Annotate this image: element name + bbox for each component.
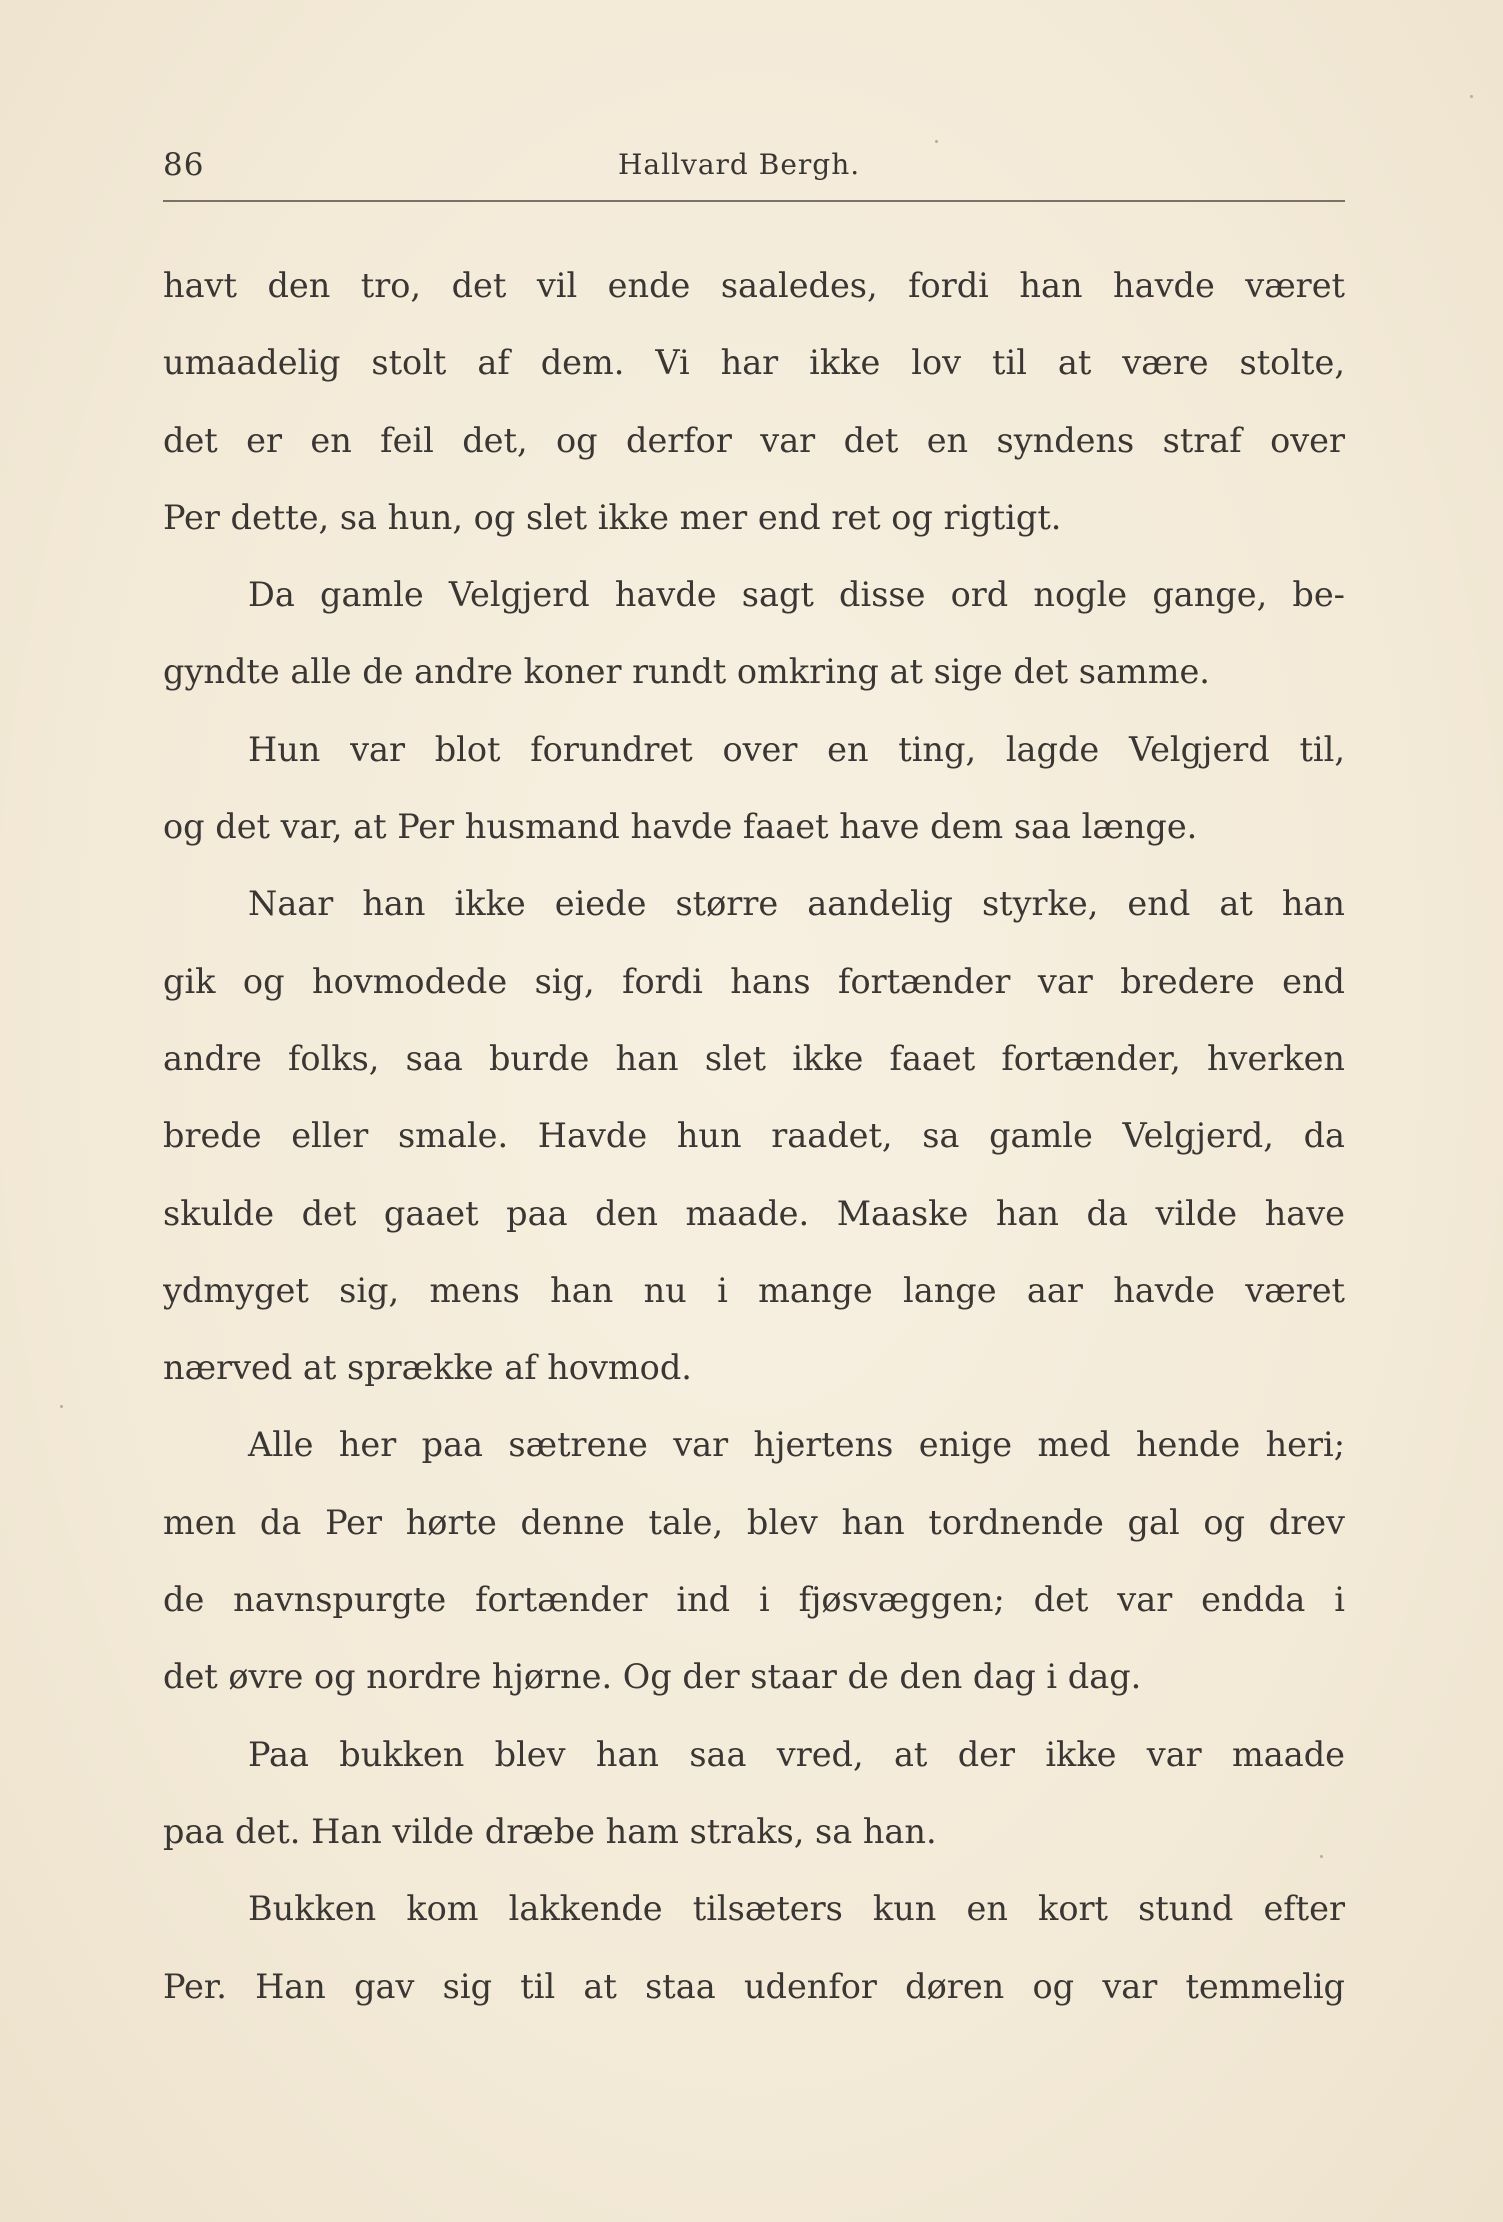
text-line: umaadelig stolt af dem. Vi har ikke lov til at være stolte, [163,343,1345,383]
paper-speck [60,1405,63,1408]
text-line: paa det. Han vilde dræbe ham straks, sa han. [163,1811,937,1851]
running-head: Hallvard Bergh. [618,148,861,181]
text-line: Bukken kom lakkende tilsæters kun en kort stund efter [248,1889,1345,1929]
text-line: Da gamle Velgjerd havde sagt disse ord nogle gange, be- [248,575,1345,615]
text-line: ydmyget sig, mens han nu i mange lange aar havde været [163,1270,1345,1310]
text-line: og det var, at Per husmand havde faaet have dem saa længe. [163,807,1198,847]
paper-speck [1470,95,1473,98]
text-line: Per dette, sa hun, og slet ikke mer end ret og rigtigt. [163,497,1062,537]
text-line: gyndte alle de andre koner rundt omkring at sige det samme. [163,652,1210,692]
text-line: men da Per hørte denne tale, blev han tordnende gal og drev [163,1502,1345,1542]
page-number: 86 [163,147,205,183]
paper-speck [1320,1855,1323,1858]
text-line: det er en feil det, og derfor var det en syndens straf over [163,420,1345,460]
body-text [163,259,1345,2037]
text-line: andre folks, saa burde han slet ikke faaet fortænder, hverken [163,1038,1345,1078]
text-line: skulde det gaaet paa den maade. Maaske han da vilde have [163,1193,1345,1233]
text-line: nærved at sprække af hovmod. [163,1348,692,1388]
text-line: havt den tro, det vil ende saaledes, fordi han havde været [163,266,1345,305]
page-header [163,140,1345,190]
text-line: det øvre og nordre hjørne. Og der staar de den dag i dag. [163,1657,1142,1697]
text-line: de navnspurgte fortænder ind i fjøsvæggen; det var endda i [163,1580,1345,1620]
text-line: Paa bukken blev han saa vred, at der ikke var maade [248,1734,1345,1774]
paper-speck [935,140,938,143]
header-rule [163,200,1345,202]
text-line: Per. Han gav sig til at staa udenfor døren og var temmelig [163,1966,1345,2006]
text-line: Hun var blot forundret over en ting, lagde Velgjerd til, [248,729,1345,769]
text-line: Naar han ikke eiede større aandelig styrke, end at han [248,884,1345,924]
text-line: brede eller smale. Havde hun raadet, sa gamle Velgjerd, da [163,1116,1345,1156]
text-line: Alle her paa sætrene var hjertens enige med hende heri; [248,1425,1345,1465]
text-line: gik og hovmodede sig, fordi hans fortænder var bredere end [163,961,1345,1001]
